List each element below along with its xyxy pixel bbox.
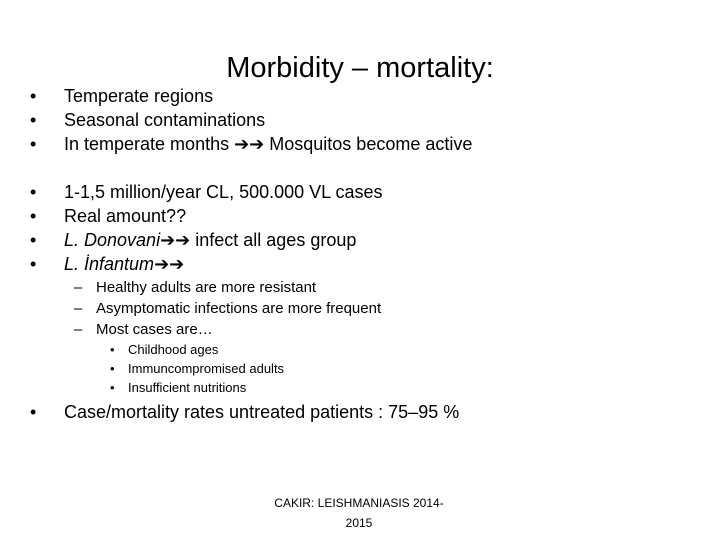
sub-sub-item-text: Insufficient nutritions [128,380,247,395]
double-arrow-icon: ➔➔ [234,134,265,154]
sub-item-text: Healthy adults are more resistant [96,279,317,296]
bullet: • [30,206,37,226]
dash: – [74,321,83,338]
bullet-text-after: infect all ages group [190,230,357,250]
slide-title [0,50,720,86]
bullet: • [30,254,37,274]
bullet-text-after: Mosquitos become active [264,134,473,154]
dash: – [74,300,83,317]
bullet: • [30,86,37,106]
bullet-text: In temperate months [64,134,235,154]
double-arrow-icon: ➔➔ [160,230,191,250]
species-name: L. İnfantum [64,254,155,274]
bullet: • [30,230,37,250]
bullet: • [30,110,37,130]
double-arrow-icon: ➔➔ [154,254,185,274]
bullet: • [110,342,115,357]
species-name: L. Donovani [64,230,161,250]
dash: – [74,279,83,296]
bullet-text: Seasonal contaminations [64,110,266,130]
bullet: • [110,380,115,395]
slide-footer [230,493,488,533]
sub-sub-item-text: Immuncompromised adults [128,361,285,376]
bullet: • [30,402,37,422]
sub-sub-item-text: Childhood ages [128,342,219,357]
slide-title-text: Morbidity – mortality: [226,52,494,84]
bullet-text-line [64,253,184,275]
bullet: • [110,361,115,376]
bullet-text: Temperate regions [64,86,214,106]
sub-item-text: Asymptomatic infections are more frequent [96,300,382,317]
bullet-text: 1-1,5 million/year CL, 500.000 VL cases [64,182,383,202]
bullet-text-line [64,133,472,155]
bullet: • [30,134,37,154]
footer-line-2: 2015 [345,516,373,530]
bullet: • [30,182,37,202]
bullet-text: Case/mortality rates untreated patients : 75–95 % [64,402,460,422]
sub-item-text: Most cases are… [96,321,213,338]
bullet-text: Real amount?? [64,206,187,226]
footer-line-1: CAKIR: LEISHMANIASIS 2014- [274,496,444,510]
bullet-text-line [64,229,356,251]
